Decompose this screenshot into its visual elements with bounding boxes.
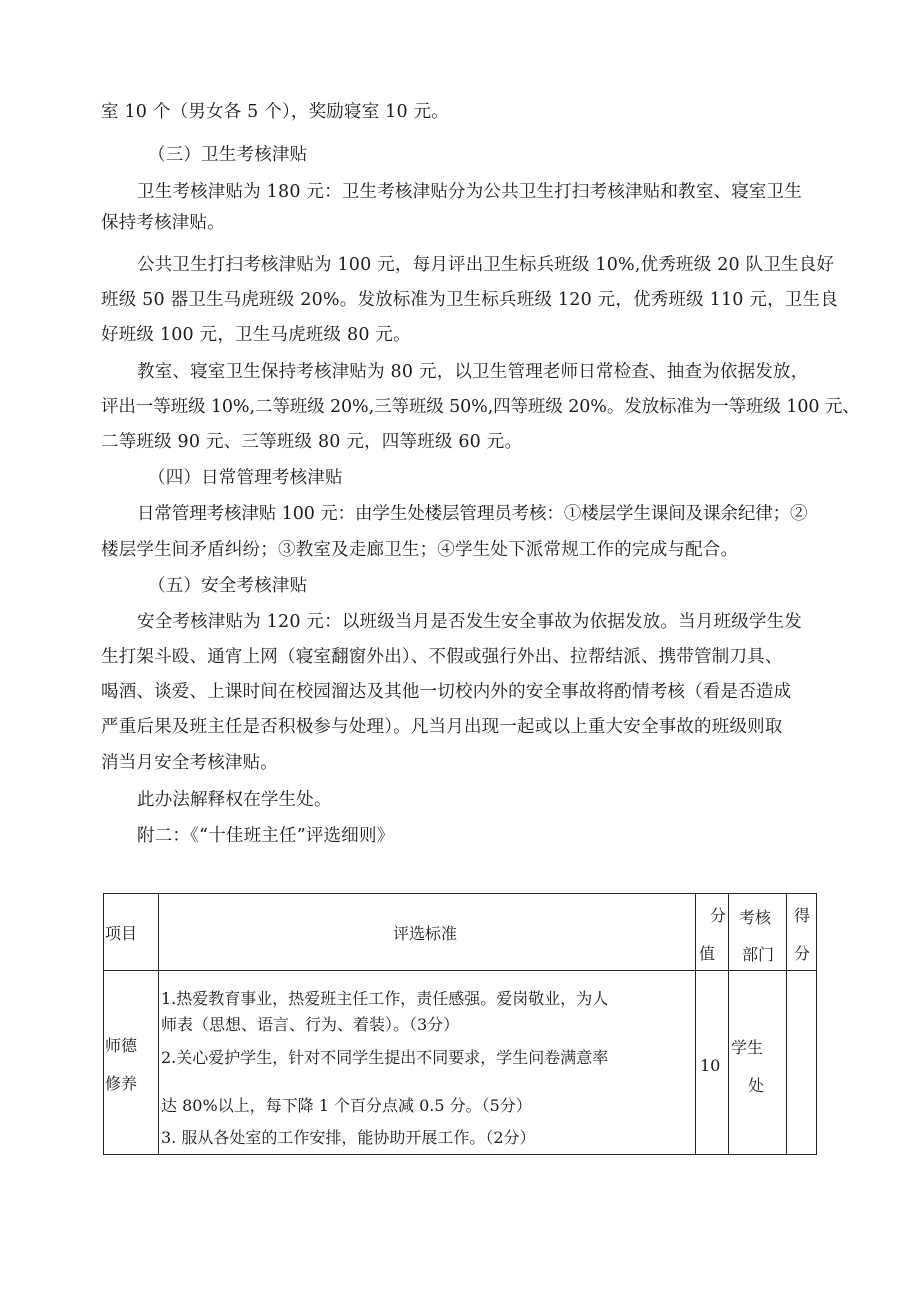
table-border: [103, 893, 817, 894]
table-border: [786, 893, 787, 1155]
header-obtained: 得: [794, 906, 811, 925]
header-department: 部门: [742, 945, 775, 964]
paragraph: 评出一等班级 10%,二等班级 20%,三等班级 50%,四等班级 20%。发放标准为一等班级 100 元、: [101, 397, 860, 417]
row-department: 学生: [731, 1038, 764, 1057]
section-heading: （五）安全考核津贴: [148, 576, 308, 596]
paragraph: 教室、寝室卫生保持考核津贴为 80 元，以卫生管理老师日常检查、抽查为依据发放，: [137, 362, 809, 382]
paragraph: 日常管理考核津贴 100 元：由学生处楼层管理员考核：①楼层学生课间及课余纪律；②: [137, 504, 808, 524]
criterion-text: 3. 服从各处室的工作安排，能协助开展工作。（2分）: [161, 1128, 536, 1147]
header-department: 考核: [739, 908, 772, 927]
header-score: 分: [710, 906, 727, 925]
section-heading: （三）卫生考核津贴: [148, 145, 308, 165]
table-border: [103, 970, 817, 971]
appendix-title: 附二：《“十佳班主任”评选细则》: [137, 826, 395, 846]
table-border: [728, 893, 729, 1155]
criterion-text: 1.热爱教育事业，热爱班主任工作，责任感强。爱岗敬业，为人: [161, 989, 609, 1008]
header-standard: 评选标准: [393, 924, 458, 943]
table-border: [158, 893, 159, 1155]
table-border: [695, 893, 696, 1155]
paragraph: 班级 50 器卫生马虎班级 20%。发放标准为卫生标兵班级 120 元，优秀班级 110 元，卫生良: [101, 290, 838, 310]
paragraph: 卫生考核津贴为 180 元：卫生考核津贴分为公共卫生打扫考核津贴和教室、寝室卫生: [137, 182, 803, 202]
criterion-text: 师表（思想、语言、行为、着装）。（3分）: [161, 1015, 460, 1034]
paragraph: 生打架斗殴、通宵上网（寝室翻窗外出）、不假或强行外出、拉帮结派、携带管制刀具、: [101, 647, 783, 667]
table-border: [103, 1154, 817, 1155]
row-item-label: 修养: [105, 1074, 138, 1093]
paragraph: 安全考核津贴为 120 元：以班级当月是否发生安全事故为依据发放。当月班级学生发: [137, 612, 803, 632]
paragraph: 此办法解释权在学生处。: [137, 790, 332, 810]
paragraph: 室 10 个（男女各 5 个），奖励寝室 10 元。: [101, 102, 449, 122]
paragraph: 消当月安全考核津贴。: [101, 753, 278, 773]
header-item: 项目: [105, 924, 138, 943]
header-score: 值: [699, 944, 716, 963]
paragraph: 楼层学生间矛盾纠纷；③教室及走廊卫生；④学生处下派常规工作的完成与配合。: [101, 540, 739, 560]
criterion-text: 达 80%以上，每下降 1 个百分点减 0.5 分。（5分）: [161, 1096, 532, 1115]
row-item-label: 师德: [105, 1036, 138, 1055]
table-border: [816, 893, 817, 1155]
paragraph: 严重后果及班主任是否积极参与处理）。凡当月出现一起或以上重大安全事故的班级则取: [101, 717, 783, 737]
criterion-text: 2.关心爱护学生，针对不同学生提出不同要求，学生问卷满意率: [161, 1048, 609, 1067]
paragraph: 二等班级 90 元、三等班级 80 元，四等班级 60 元。: [101, 432, 523, 452]
paragraph: 保持考核津贴。: [101, 213, 225, 233]
paragraph: 公共卫生打扫考核津贴为 100 元，每月评出卫生标兵班级 10%,优秀班级 20 队卫生良好: [137, 255, 835, 275]
row-score-value: 10: [700, 1056, 721, 1075]
section-heading: （四）日常管理考核津贴: [148, 468, 343, 488]
row-department: 处: [748, 1076, 765, 1095]
paragraph: 喝酒、谈爱、上课时间在校园溜达及其他一切校内外的安全事故将酌情考核（看是否造成: [101, 682, 792, 702]
criteria-table: [103, 893, 817, 1155]
paragraph: 好班级 100 元，卫生马虎班级 80 元。: [101, 325, 411, 345]
header-obtained: 分: [794, 944, 811, 963]
table-border: [103, 893, 104, 1155]
